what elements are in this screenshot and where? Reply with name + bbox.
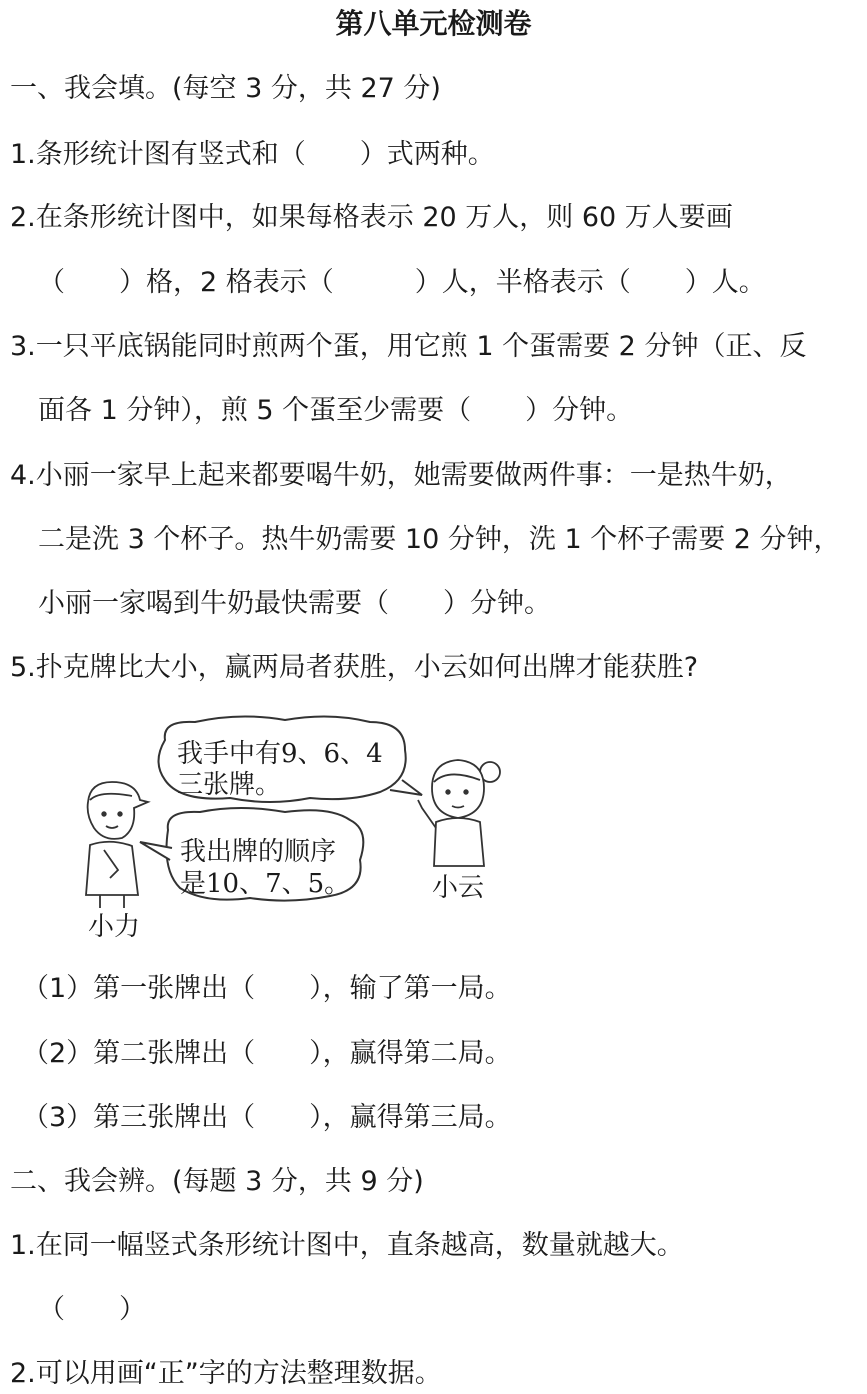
question-5: 5.扑克牌比大小，赢两局者获胜，小云如何出牌才能获胜? <box>10 652 699 683</box>
question-1: 1.条形统计图有竖式和（ ）式两种。 <box>10 139 495 170</box>
girl-figure <box>418 760 500 903</box>
question-5-sub-1: （1）第一张牌出（ ），输了第一局。 <box>22 973 512 1004</box>
question-4-line-3: 小丽一家喝到牛奶最快需要（ ）分钟。 <box>38 588 551 619</box>
question-2-line-1: 2.在条形统计图中，如果每格表示 20 万人，则 60 万人要画 <box>10 202 733 233</box>
boy-figure <box>86 782 148 942</box>
question-2-line-2: （ ）格，2 格表示（ ）人，半格表示（ ）人。 <box>38 267 766 298</box>
girl-bubble-line-1: 我手中有9、6、4 <box>177 739 383 769</box>
judge-question-1-answer: （ ） <box>38 1294 146 1325</box>
boy-speech-bubble <box>140 808 363 901</box>
girl-bubble-line-2: 三张牌。 <box>177 770 282 800</box>
question-4-line-2: 二是洗 3 个杯子。热牛奶需要 10 分钟，洗 1 个杯子需要 2 分钟， <box>38 524 841 555</box>
card-game-illustration <box>70 710 530 950</box>
boy-bubble-line-1: 我出牌的顺序 <box>180 837 337 867</box>
girl-speech-bubble <box>159 716 423 802</box>
page-title: 第八单元检测卷 <box>335 7 532 40</box>
boy-bubble-line-2: 是10、7、5。 <box>180 869 351 899</box>
question-5-sub-2: （2）第二张牌出（ ），赢得第二局。 <box>22 1038 512 1069</box>
section1-heading: 一、我会填。(每空 3 分，共 27 分) <box>10 73 441 104</box>
question-3-line-2: 面各 1 分钟），煎 5 个蛋至少需要（ ）分钟。 <box>38 395 634 426</box>
boy-name: 小力 <box>88 912 141 942</box>
girl-name: 小云 <box>432 873 485 903</box>
question-3-line-1: 3.一只平底锅能同时煎两个蛋，用它煎 1 个蛋需要 2 分钟（正、反 <box>10 331 807 362</box>
judge-question-2: 2.可以用画“正”字的方法整理数据。 <box>10 1358 442 1389</box>
section2-heading: 二、我会辨。(每题 3 分，共 9 分) <box>10 1166 424 1197</box>
judge-question-1: 1.在同一幅竖式条形统计图中，直条越高，数量就越大。 <box>10 1230 684 1261</box>
question-4-line-1: 4.小丽一家早上起来都要喝牛奶，她需要做两件事：一是热牛奶， <box>10 460 792 491</box>
question-5-sub-3: （3）第三张牌出（ ），赢得第三局。 <box>22 1102 512 1133</box>
